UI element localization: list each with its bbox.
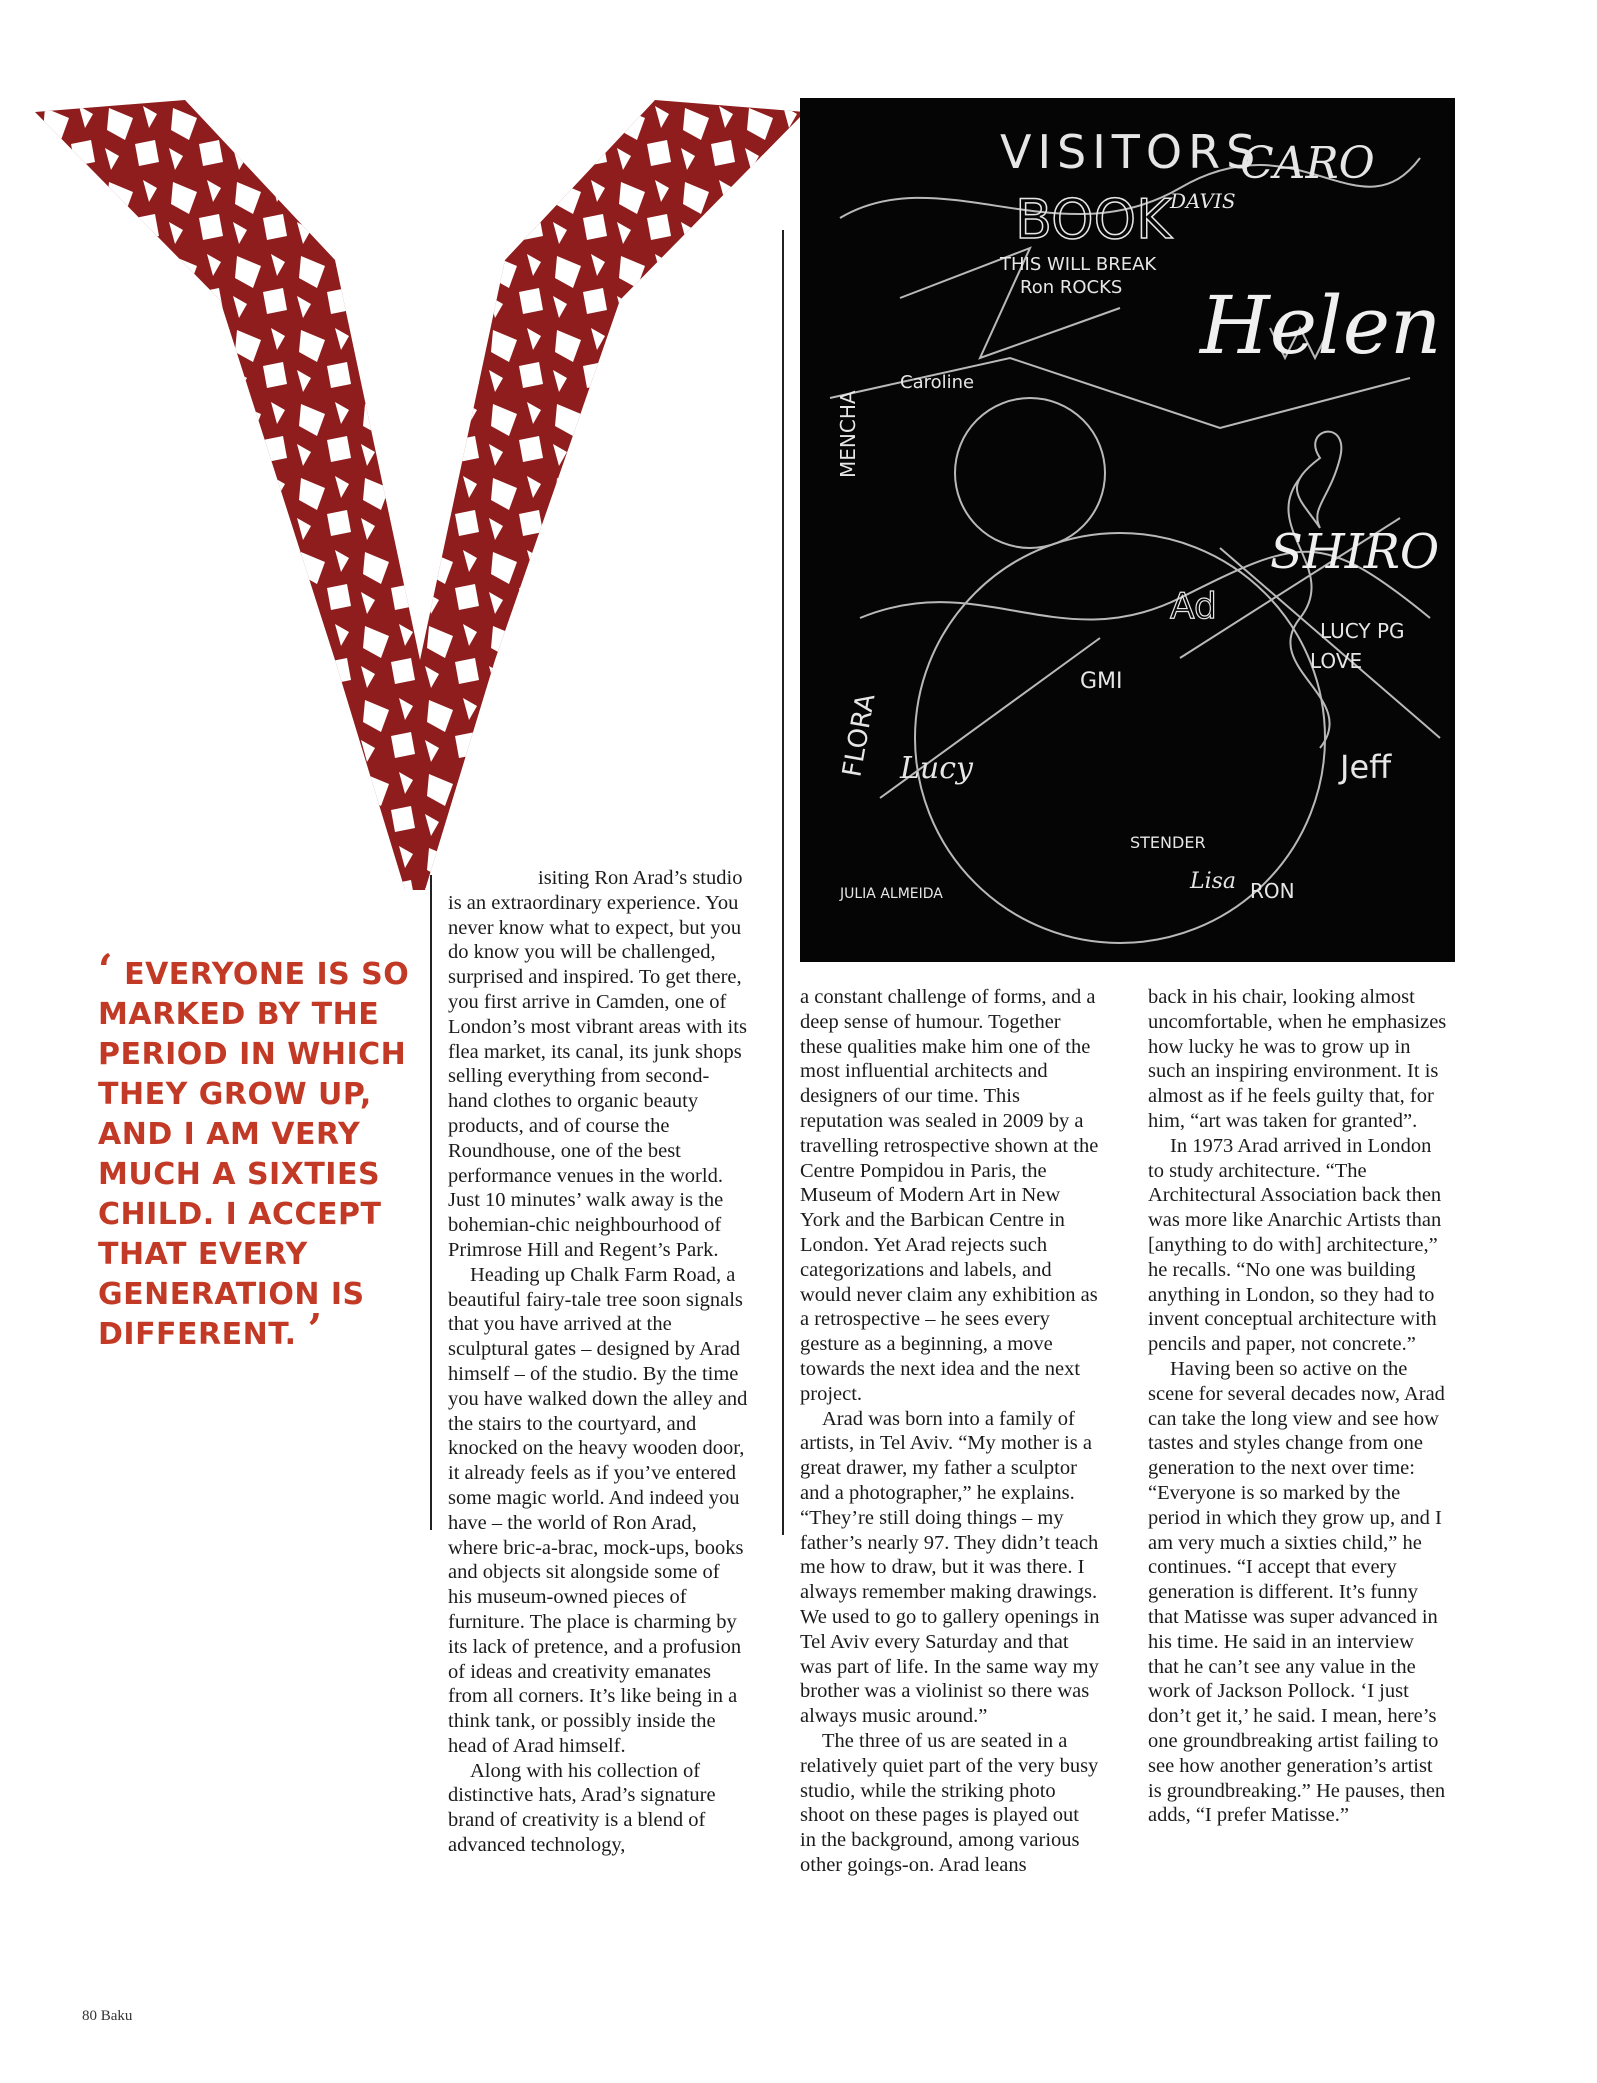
paragraph: The three of us are seated in a relatively quiet part of the very busy studio, while the striking photo shoot on these pages is played out in the background, among various other goings-on. Arad leans <box>800 1729 1099 1876</box>
photo-word: LUCY PG <box>1320 619 1405 643</box>
photo-word: DAVIS <box>1170 189 1236 213</box>
photo-word: STENDER <box>1130 833 1206 852</box>
column-divider <box>782 230 784 1535</box>
photo-word: Helen <box>1200 279 1442 372</box>
paragraph: Arad was born into a family of artists, in Tel Aviv. “My mother is a great drawer, my father a sculptor and a photographer,” he explains. “They’re still doing things – my father’s nearly 97. They didn’t teach me how to draw, but it was there. I always remember making drawings. We used to go to gallery openings in Tel Aviv every Saturday and that was part of life. In the same way my brother was a violinist so there was always music around.” <box>800 1407 1100 1728</box>
open-quote-mark: ‘ <box>98 945 114 994</box>
paragraph: In 1973 Arad arrived in London to study architecture. “The Architectural Association back then was more like Anarchic Artists than [anything to do with] architecture,” he recalls. “No one was building anything in London, so they had to invent conceptual architecture with pencils and paper, not concrete.” <box>1148 1134 1442 1356</box>
photo-word: Caroline <box>900 372 975 393</box>
pull-quote-text: EVERYONE IS SO MARKED BY THE PERIOD IN WHICH THEY GROW UP, AND I AM VERY MUCH A SIXTIES CHILD. I ACCEPT THAT EVERY GENERATION IS DIFFERENT. <box>98 957 410 1352</box>
visitors-book-artwork-photo <box>800 98 1455 962</box>
photo-word: MENCHA <box>836 390 860 478</box>
paragraph: a constant challenge of forms, and a deep sense of humour. Together these qualities make him one of the most influential architects and designers of our time. This reputation was sealed in 2009 by a travelling retrospective shown at the Centre Pompidou in Paris, the Museum of Modern Art in New York and the Barbican Centre in London. Yet Arad rejects such categorizations and labels, and would never claim any exhibition as a retrospective – he sees every gesture as a beginning, a move towards the next idea and the next project. <box>800 986 1099 1405</box>
page-folio: 80 Baku <box>82 2008 133 2024</box>
decorative-drop-cap-v <box>35 100 805 890</box>
photo-word: LOVE <box>1310 649 1363 673</box>
photo-word: Ad <box>1170 586 1217 627</box>
close-quote-mark: ’ <box>307 1305 323 1354</box>
chalk-scribble-artwork <box>800 98 1455 962</box>
photo-word: SHIRO <box>1270 524 1440 580</box>
photo-word: FLORA <box>837 691 882 780</box>
photo-word: VISITORS <box>1000 125 1262 179</box>
photo-word: CARO <box>1240 138 1375 189</box>
paragraph: back in his chair, looking almost uncomfortable, when he emphasizes how lucky he was to grow up in such an inspiring environment. It is almost as if he feels guilty that, for him, “art was taken for granted”. <box>1148 986 1447 1132</box>
photo-word: Lisa <box>1190 869 1237 894</box>
article-column-3 <box>1148 985 1448 1828</box>
paragraph: Heading up Chalk Farm Road, a beautiful fairy-tale tree soon signals that you have arrived at the sculptural gates – designed by Arad himself – of the studio. By the time you have walked down the alley and the stairs to the courtyard, and knocked on the heavy wooden door, it already feels as if you’ve entered some magic world. And indeed you have – the world of Ron Arad, where bric-a-brac, mock-ups, books and objects sit alongside some of his museum-owned pieces of furniture. The place is charming by its lack of pretence, and a profusion of ideas and creativity emanates from all corners. It’s like being in a think tank, or possibly inside the head of Arad himself. <box>448 1263 748 1757</box>
column-divider <box>430 875 432 1530</box>
pull-quote <box>98 945 428 1355</box>
article-column-1 <box>448 866 748 1858</box>
photo-word: RON <box>1250 879 1295 903</box>
paragraph: Along with his collection of distinctive hats, Arad’s signature brand of creativity is a blend of advanced technology, <box>448 1759 716 1857</box>
photo-word: JULIA ALMEIDA <box>840 886 943 902</box>
photo-word: GMI <box>1080 669 1123 694</box>
photo-word: BOOK <box>1015 188 1172 251</box>
photo-word: Ron ROCKS <box>1020 277 1123 298</box>
article-column-2 <box>800 985 1100 1878</box>
photo-word: THIS WILL BREAK <box>1000 254 1157 275</box>
photo-word: Lucy <box>900 751 973 786</box>
paragraph: isiting Ron Arad’s studio is an extraordinary experience. You never know what to expect, but you do know you will be challenged, surprised and inspired. To get there, you first arrive in Camden, one of London’s most vibrant areas with its flea market, its canal, its junk shops selling everything from second-hand clothes to organic beauty products, and of course the Roundhouse, one of the best performance venues in the world. Just 10 minutes’ walk away is the bohemian-chic neighbourhood of Primrose Hill and Regent’s Park. <box>448 867 747 1261</box>
paragraph: Having been so active on the scene for several decades now, Arad can take the long view and see how tastes and styles change from one generation to the next over time: “Everyone is so marked by the period in which they grow up, and I am very much a sixties child,” he continues. “I accept that every generation is different. It’s funny that Matisse was super advanced in his time. He said in an interview that he can’t see any value in the work of Jackson Pollock. ‘I just don’t get it,’ he said. I mean, here’s one groundbreaking artist failing to see how another generation’s artist is groundbreaking.” He pauses, then adds, “I prefer Matisse.” <box>1148 1357 1446 1827</box>
photo-word: Jeff <box>1340 748 1392 786</box>
